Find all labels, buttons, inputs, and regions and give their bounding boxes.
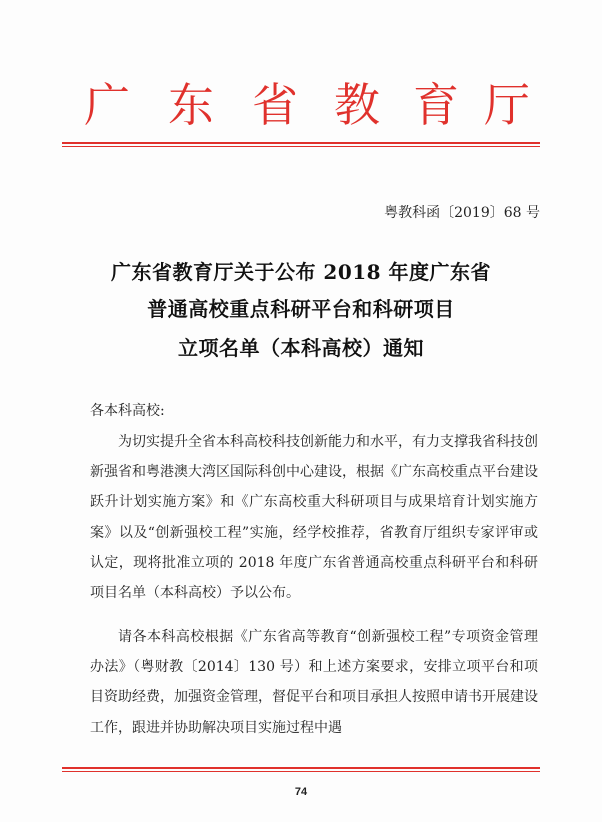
letterhead-char: 东 bbox=[168, 78, 214, 132]
footer-divider-thin bbox=[62, 771, 540, 772]
document-number: 粤教科函〔2019〕68 号 bbox=[384, 205, 540, 221]
page-number: 74 bbox=[294, 786, 308, 798]
body-paragraph: 为切实提升全省本科高校科技创新能力和水平，有力支撑我省科技创新强省和粤港澳大湾区国际科创中心建设，根据《广东高校重点平台建设跃升计划实施方案》和《广东高校重大科研项目与成果培育计划实施方案》以及“创新强校工程”实施，经学校推荐，省教育厅组织专家评审或认定，现将批准立项的 2018 年度广东省普通高校重点科研平台和科研项目名单（本科高校）予以公布。 bbox=[90, 434, 538, 602]
body-paragraph: 请各本科高校根据《广东省高等教育“创新强校工程”专项资金管理办法》（粤财教〔2014〕130 号）和上述方案要求，安排立项平台和项目资助经费，加强资金管理，督促平台和项目承担人按照申请书开展建设工作，跟进并协助解决项目实施过程中遇 bbox=[90, 629, 538, 736]
footer-divider-thick bbox=[62, 767, 540, 769]
document-title-line: 普通高校重点科研平台和科研项目 bbox=[147, 297, 455, 321]
letterhead-char: 育 bbox=[413, 78, 459, 132]
letterhead-divider-thick bbox=[62, 142, 540, 144]
letterhead-char: 教 bbox=[334, 78, 380, 132]
letterhead-divider-thin bbox=[62, 146, 540, 147]
letterhead-char: 厅 bbox=[484, 78, 530, 132]
letterhead bbox=[0, 78, 602, 138]
letterhead-char: 省 bbox=[252, 78, 298, 132]
document-title-line: 广东省教育厅关于公布 2018 年度广东省 bbox=[110, 260, 492, 284]
letterhead-char: 广 bbox=[84, 78, 130, 132]
document-title-line: 立项名单（本科高校）通知 bbox=[178, 336, 424, 360]
salutation: 各本科高校: bbox=[90, 403, 165, 419]
